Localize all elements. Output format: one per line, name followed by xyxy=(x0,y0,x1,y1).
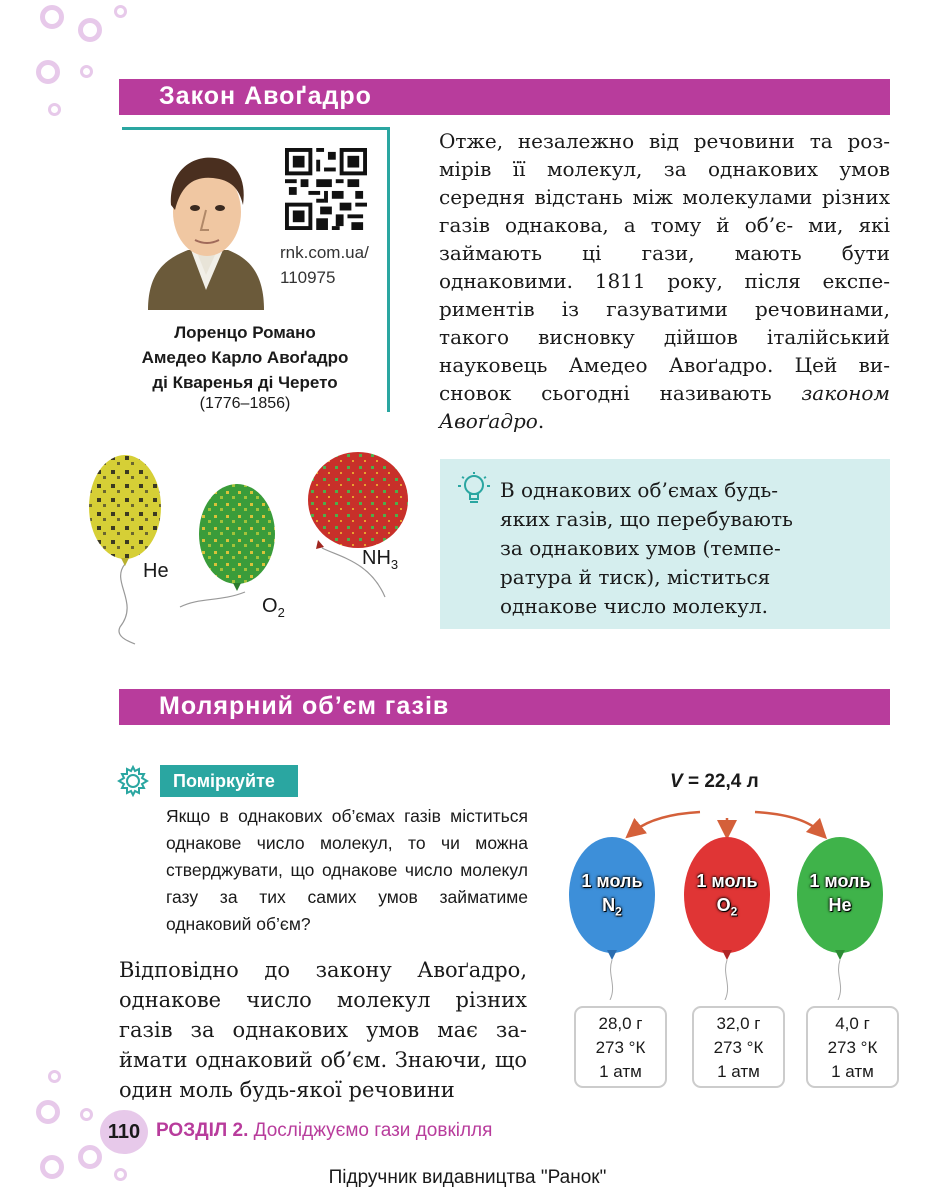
para-line: мірів її молекул, за однакових умов xyxy=(439,157,890,181)
o2-label: $O_2$ xyxy=(262,595,285,620)
think-label: Поміркуйте xyxy=(160,765,298,797)
nh3-label: $NH_3$ xyxy=(362,547,399,572)
callout-line: яких газів, що перебувають xyxy=(500,507,793,531)
molar-volume-paragraph xyxy=(119,955,527,1105)
para-line: однакове число молекул різних xyxy=(119,988,527,1012)
para-line: газів за однакових умов має за- xyxy=(119,1018,527,1042)
para-line: Отже, незалежно від речовини та роз- xyxy=(439,129,890,153)
para-line: такого висновку дійшов італійський xyxy=(439,325,890,349)
para-line: ми, які займають ці гази, мають бути xyxy=(439,213,890,265)
callout-line: ратура й тиск), міститься xyxy=(500,565,771,589)
publisher-note: Підручник видавництва "Ранок" xyxy=(328,1167,607,1188)
decor-dot xyxy=(78,18,102,42)
callout-text xyxy=(500,476,860,621)
lightbulb-icon xyxy=(458,472,490,506)
conditions-box-o2: 32,0 г 273 °К 1 атм xyxy=(692,1006,785,1088)
para-line: однаковими. 1811 року, після експе- xyxy=(439,269,890,293)
italic-term: законом xyxy=(801,381,891,405)
think-question xyxy=(166,803,528,938)
he-balloon xyxy=(89,455,161,559)
scientist-years: (1776–1856) xyxy=(199,395,291,412)
page-number: 110 xyxy=(100,1110,148,1154)
molar-volume-value: V = 22,4 л xyxy=(670,771,759,792)
para-line: що один моль будь-якої речовини xyxy=(119,1048,527,1102)
para-line: риментів із газуватими речовинами, xyxy=(439,297,890,321)
para-line: науковець Амедео Авоґадро. Цей ви- xyxy=(439,353,890,377)
scientist-name xyxy=(122,320,368,395)
he-label: He xyxy=(143,560,169,582)
qr-link-line2: 110975 xyxy=(280,268,336,287)
name-line: Амедео Карло Авоґадро xyxy=(141,348,349,367)
section-title: Молярний об’єм газів xyxy=(159,692,450,720)
section-title: Закон Авоґадро xyxy=(159,82,372,110)
callout-line: однакове число молекул. xyxy=(500,594,768,618)
question-line: число молекул газу за тих самих умов xyxy=(166,860,528,907)
question-line: чи можна стверджувати, що однакове xyxy=(166,833,528,880)
conditions-box-n2: 28,0 г 273 °К 1 атм xyxy=(574,1006,667,1088)
decor-dot xyxy=(48,103,61,116)
section-header-molar-volume xyxy=(119,689,890,725)
para-line: ймати однаковий об’єм. Знаючи, xyxy=(119,1048,488,1072)
question-line: міститься однакове число молекул, то xyxy=(166,806,528,853)
para-line: сновок сьогодні називають xyxy=(439,381,772,405)
para-line: Відповідно до закону Авоґадро, xyxy=(119,958,527,982)
decor-dot xyxy=(48,1070,61,1083)
qr-link-text[interactable] xyxy=(280,240,369,290)
question-line: Якщо в однакових об’ємах газів xyxy=(166,806,441,826)
para-line: середня відстань між молекулами xyxy=(439,185,813,209)
balloon-label-he: 1 моль He xyxy=(809,871,871,915)
decor-dot xyxy=(36,1100,60,1124)
gear-icon xyxy=(117,765,149,797)
avogadro-paragraph xyxy=(439,127,890,435)
name-line: ді Кваренья ді Черето xyxy=(152,373,338,392)
decor-dot xyxy=(114,5,127,18)
conditions-box-he: 4,0 г 273 °К 1 атм xyxy=(806,1006,899,1088)
avogadro-portrait-image xyxy=(143,150,269,310)
chapter-footer: РОЗДІЛ 2. Досліджуємо гази довкілля xyxy=(156,1120,493,1141)
decor-dot xyxy=(80,65,93,78)
nh3-balloon xyxy=(308,452,408,548)
decor-dot xyxy=(80,1108,93,1121)
decor-dot xyxy=(78,1145,102,1169)
qr-link-line1: rnk.com.ua/ xyxy=(280,243,369,262)
para-line: різних газів однакова, а тому й об’є- xyxy=(439,185,890,237)
balloon-label-n2: 1 моль $N_2$ xyxy=(581,871,643,919)
decor-dot xyxy=(40,5,64,29)
italic-term: Авоґадро xyxy=(439,409,538,433)
name-line: Лоренцо Романо xyxy=(174,323,316,342)
para-end: . xyxy=(537,409,545,433)
balloon-label-o2: 1 моль $O_2$ xyxy=(696,871,758,919)
callout-line: за однакових умов (темпе- xyxy=(500,536,781,560)
callout-line: В однакових об’ємах будь- xyxy=(500,478,778,502)
decor-dot xyxy=(36,60,60,84)
qr-code-image[interactable] xyxy=(285,148,367,230)
o2-balloon xyxy=(199,484,275,584)
section-header-avogadro-law xyxy=(119,79,890,115)
question-line: займатиме однаковий об’єм? xyxy=(166,887,528,934)
